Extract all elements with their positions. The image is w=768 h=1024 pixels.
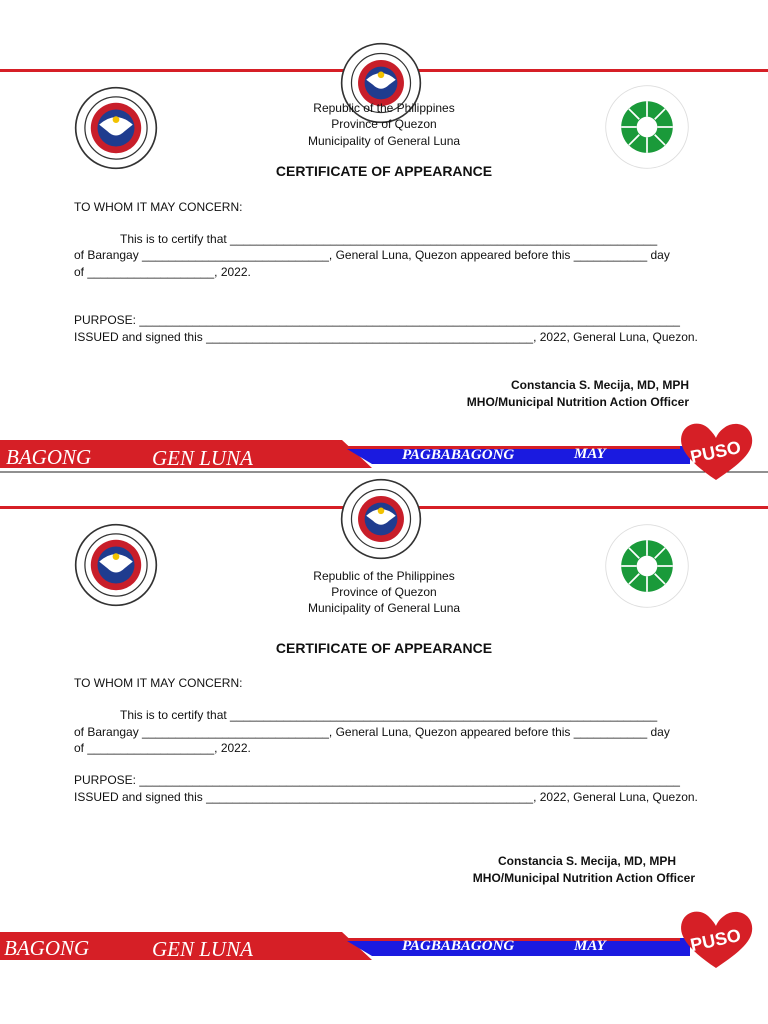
banner-bagong: BAGONG — [6, 445, 92, 469]
purpose-line: PURPOSE: _________________________________________________________________________________ — [74, 313, 680, 327]
signatory-name: Constancia S. Mecija, MD, MPH — [510, 378, 689, 392]
body-line-1: This is to certify that ________________________________________________________________ — [120, 232, 658, 246]
header-municipality: Municipality of General Luna — [307, 601, 461, 615]
certificate-top — [0, 0, 768, 474]
signatory-title: MHO/Municipal Nutrition Action Officer — [466, 395, 689, 409]
body-line-3: of ___________________, 2022. — [74, 265, 251, 279]
svg-text:PUSO: PUSO — [688, 436, 743, 468]
header-republic: Republic of the Philippines — [313, 101, 455, 115]
signatory-name: Constancia S. Mecija, MD, MPH — [497, 854, 676, 868]
banner-gen-luna: GEN LUNA — [152, 446, 253, 470]
header-municipality: Municipality of General Luna — [307, 134, 461, 148]
certificate-bottom — [0, 474, 768, 1024]
signatory-title: MHO/Municipal Nutrition Action Officer — [472, 871, 695, 885]
salutation: TO WHOM IT MAY CONCERN: — [74, 676, 243, 690]
certificate-title: CERTIFICATE OF APPEARANCE — [275, 163, 493, 179]
certificate-title: CERTIFICATE OF APPEARANCE — [275, 640, 493, 656]
banner-bagong: BAGONG — [4, 936, 90, 960]
salutation: TO WHOM IT MAY CONCERN: — [74, 200, 243, 214]
body-line-1: This is to certify that ________________________________________________________________ — [120, 708, 658, 722]
body-line-2: of Barangay ____________________________, General Luna, Quezon appeared before this ___________ day — [74, 725, 670, 739]
header-province: Province of Quezon — [331, 117, 437, 131]
issued-line: ISSUED and signed this _________________________________________________, 2022, General Luna, Quezon. — [74, 330, 698, 344]
header-republic: Republic of the Philippines — [313, 569, 455, 583]
banner-may: MAY — [574, 938, 606, 954]
banner-pagbabagong: PAGBABAGONG — [402, 938, 515, 954]
body-line-2: of Barangay ____________________________, General Luna, Quezon appeared before this ___________ day — [74, 248, 670, 262]
general-luna-seal-center — [340, 478, 422, 560]
banner-pagbabagong: PAGBABAGONG — [402, 447, 515, 463]
issued-line: ISSUED and signed this _________________________________________________, 2022, General Luna, Quezon. — [74, 790, 698, 804]
footer-banner — [0, 436, 768, 476]
banner-gen-luna: GEN LUNA — [152, 937, 253, 961]
header-province: Province of Quezon — [331, 585, 437, 599]
banner-may: MAY — [574, 446, 606, 462]
purpose-line: PURPOSE: _________________________________________________________________________________ — [74, 773, 680, 787]
svg-text:PUSO: PUSO — [688, 924, 743, 956]
footer-banner — [0, 924, 768, 968]
body-line-3: of ___________________, 2022. — [74, 741, 251, 755]
